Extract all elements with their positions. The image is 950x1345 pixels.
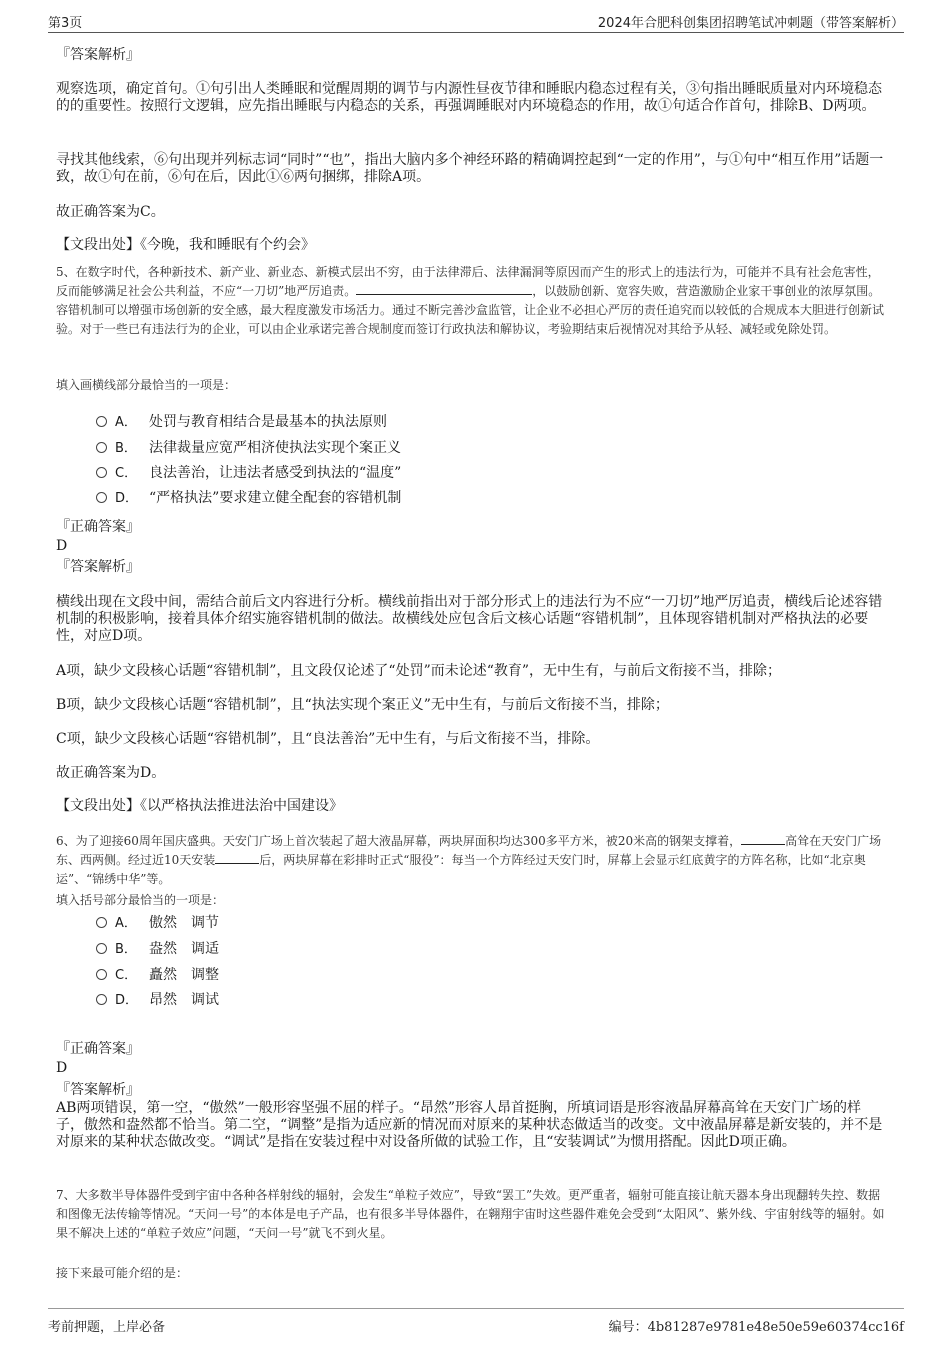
- q6-stem-part-a: 6、为了迎接60周年国庆盛典。天安门广场上首次装起了超大液晶屏幕，两块屏面积均达300多平方米，被20米高的钢架支撑着，: [56, 834, 742, 848]
- option-text: 良法善治，让违法者感受到执法的“温度”: [149, 465, 402, 481]
- option-text: 盎然 调适: [149, 941, 219, 957]
- q5-option-a[interactable]: [96, 414, 387, 431]
- q6-blank-1: [741, 832, 785, 845]
- q5-stem-part-b: ，以鼓励创新、宽容失败，营造激励企业家干事创业的浓厚氛围。容错机制可以增强市场创新的安全感，最大程度激发市场活力。通过不断完善沙盒监管，让企业不必担心严厉的责任追究而以较低的合规成本大胆进行创新试验。对于一些已有违法行为的企业，可以由企业承诺完善合规制度而签订行政执法和解协议，考验期结束后视情况对其给予从轻、减轻或免除处罚。: [56, 284, 885, 336]
- q6-analysis: [56, 1100, 888, 1151]
- option-text: “严格执法”要求建立健全配套的容错机制: [149, 490, 402, 506]
- radio-icon[interactable]: [96, 416, 107, 427]
- option-text: 法律裁量应宽严相济使执法实现个案正义: [149, 440, 401, 456]
- radio-icon[interactable]: [96, 467, 107, 478]
- option-letter: C．: [115, 968, 138, 983]
- q5-prompt: 填入画横线部分最恰当的一项是：: [56, 378, 237, 392]
- q6-stem: [56, 832, 888, 889]
- q5-source: 【文段出处】《以严格执法推进法治中国建设》: [56, 798, 343, 814]
- option-letter: B．: [115, 942, 137, 957]
- q4-conclusion: 故正确答案为C。: [56, 204, 165, 220]
- q5-stem: [56, 263, 888, 339]
- q5-option-d[interactable]: [96, 490, 401, 507]
- q5-answer: D: [56, 538, 68, 554]
- option-letter: A．: [115, 415, 137, 430]
- q5-analysis-a3: B项，缺少文段核心话题“容错机制”，且“执法实现个案正义”无中生有，与前后文衔接不当，排除；: [56, 697, 669, 713]
- q5-conclusion: 故正确答案为D。: [56, 765, 166, 781]
- radio-icon[interactable]: [96, 442, 107, 453]
- q7-prompt: 接下来最可能介绍的是：: [56, 1266, 189, 1280]
- q5-answer-label: 『正确答案』: [56, 519, 140, 535]
- radio-icon[interactable]: [96, 943, 107, 954]
- q5-option-c[interactable]: [96, 465, 401, 482]
- q4-analysis-p1-text: 观察选项，确定首句。①句引出人类睡眠和觉醒周期的调节与内源性昼夜节律和睡眠内稳态过程有关，③句指出睡眠质量对内环境稳态的的重要性。按照行文逻辑，应先指出睡眠与内稳态的关系，再强调睡眠对内环境稳态的作用，故①句适合作首句，排除B、D两项。: [56, 81, 882, 114]
- q5-option-b[interactable]: [96, 440, 401, 457]
- option-text: 傲然 调节: [149, 915, 219, 931]
- document-id: 编号：4b81287e9781e48e50e59e60374cc16f: [608, 1320, 904, 1335]
- page-footer: [48, 1308, 904, 1335]
- option-letter: D．: [115, 993, 139, 1008]
- option-letter: B．: [115, 441, 137, 456]
- q4-analysis-p2: [56, 152, 888, 186]
- q6-answer: D: [56, 1060, 68, 1076]
- q5-analysis-a1: [56, 594, 888, 645]
- q4-analysis-p1: [56, 81, 888, 115]
- option-text: 处罚与教育相结合是最基本的执法原则: [149, 414, 387, 430]
- option-text: 昂然 调试: [149, 992, 219, 1008]
- q4-analysis-p2-text: 寻找其他线索，⑥句出现并列标志词“同时”“也”，指出大脑内多个神经环路的精确调控起到“一定的作用”，与①句中“相互作用”话题一致，故①句在前，⑥句在后，因此①⑥两句捆绑，排除A项。: [56, 152, 884, 185]
- radio-icon[interactable]: [96, 492, 107, 503]
- option-text: 矗然 调整: [149, 967, 219, 983]
- radio-icon[interactable]: [96, 917, 107, 928]
- q7-stem-text: 7、大多数半导体器件受到宇宙中各种各样射线的辐射，会发生“单粒子效应”，导致“罢工”失效。更严重者，辐射可能直接让航天器本身出现翻转失控、数据和图像无法传输等情况。“天问一号”的本体是电子产品，也有很多半导体器件，在翱翔宇宙时这些器件难免会受到“太阳风”、紫外线、宇宙射线等的辐射。如果不解决上述的“单粒子效应”问题，“天问一号”就飞不到火星。: [56, 1188, 885, 1240]
- q5-stem-text: [56, 263, 888, 339]
- q6-stem-text: [56, 832, 888, 889]
- option-letter: C．: [115, 466, 138, 481]
- q6-analysis-text: AB两项错误，第一空，“傲然”一般形容坚强不屈的样子。“昂然”形容人昂首挺胸，所填词语是形容液晶屏幕高耸在天安门广场的样子，傲然和盎然都不恰当。第二空，“调整”是指为适应新的情况而对原来的某种状态做适当的改变。文中液晶屏幕是新安装的，并不是对原来的某种状态做改变。“调试”是指在安装过程中对设备所做的试验工作，且“安装调试”为惯用搭配。因此D项正确。: [56, 1100, 883, 1150]
- q6-option-b[interactable]: [96, 941, 219, 958]
- footer-slogan: 考前押题，上岸必备: [48, 1320, 166, 1335]
- q4-source: 【文段出处】《今晚，我和睡眠有个约会》: [56, 237, 315, 253]
- document-title: 2024年合肥科创集团招聘笔试冲刺题（带答案解析）: [597, 16, 904, 31]
- radio-icon[interactable]: [96, 994, 107, 1005]
- q6-analysis-label: 『答案解析』: [56, 1082, 140, 1098]
- page-header: [48, 10, 904, 33]
- option-letter: D．: [115, 491, 139, 506]
- q7-stem: [56, 1186, 888, 1243]
- q5-analysis-a1-text: 横线出现在文段中间，需结合前后文内容进行分析。横线前指出对于部分形式上的违法行为不应“一刀切”地严厉追责，横线后论述容错机制的积极影响，接着具体介绍实施容错机制的做法。故横线处应包含后文核心话题“容错机制”，且体现容错机制对严格执法的必要性，对应D项。: [56, 594, 883, 644]
- option-letter: A．: [115, 916, 137, 931]
- q6-option-a[interactable]: [96, 915, 219, 932]
- q6-option-d[interactable]: [96, 992, 219, 1009]
- q5-analysis-a4: C项，缺少文段核心话题“容错机制”，且“良法善治”无中生有，与后文衔接不当，排除。: [56, 731, 600, 747]
- q4-analysis-label: 『答案解析』: [56, 47, 140, 63]
- q6-answer-label: 『正确答案』: [56, 1041, 140, 1057]
- q5-analysis-label: 『答案解析』: [56, 559, 140, 575]
- q5-blank: [356, 282, 532, 295]
- page-number: 第3页: [48, 16, 83, 31]
- q6-stem-part-c: 后，两块屏幕在彩排时正式“服役”：每当一个方阵经过天安门时，屏幕上会显示红底黄字的方阵名称，比如“北京奥运”、“锦绣中华”等。: [56, 853, 866, 886]
- q6-stem-part-b: 高耸在天安门广场东、西两侧。经过近10天安装: [56, 834, 882, 867]
- q5-analysis-a2: A项，缺少文段核心话题“容错机制”，且文段仅论述了“处罚”而未论述“教育”，无中生有，与前后文衔接不当，排除；: [56, 663, 782, 679]
- q6-prompt: 填入括号部分最恰当的一项是：: [56, 893, 225, 907]
- q5-stem-part-a: 5、在数字时代，各种新技术、新产业、新业态、新模式层出不穷，由于法律滞后、法律漏洞等原因而产生的形式上的违法行为，可能并不具有社会危害性，反而能够满足社会公共利益，不应“一刀切”地严厉追责。: [56, 265, 880, 298]
- q6-option-c[interactable]: [96, 967, 219, 984]
- radio-icon[interactable]: [96, 969, 107, 980]
- q6-blank-2: [215, 851, 259, 864]
